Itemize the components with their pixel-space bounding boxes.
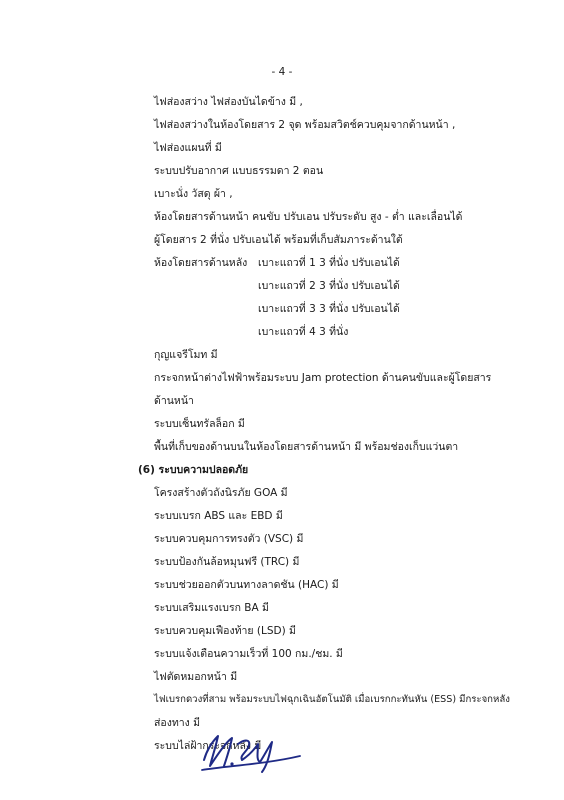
text-line: ระบบช่วยออกตัวบนทางลาดชัน (HAC) มี bbox=[154, 579, 339, 591]
text-line: เบาะนั่ง วัสดุ ผ้า , bbox=[154, 188, 233, 200]
text-line: ไฟส่องแผนที่ มี bbox=[154, 142, 222, 154]
text-line: ไฟตัดหมอกหน้า มี bbox=[154, 671, 238, 683]
seat-row-line: เบาะแถวที่ 4 3 ที่นั่ง bbox=[258, 326, 349, 338]
text-line: ระบบแจ้งเตือนความเร็วที่ 100 กม./ชม. มี bbox=[154, 648, 343, 660]
seat-row-line: เบาะแถวที่ 2 3 ที่นั่ง ปรับเอนได้ bbox=[258, 280, 400, 292]
text-line: ส่องทาง มี bbox=[154, 717, 201, 729]
page-number: - 4 - bbox=[271, 66, 293, 78]
text-line: ไฟเบรกดวงที่สาม พร้อมระบบไฟฉุกเฉินอัตโนมัติ เมื่อเบรกกะทันหัน (ESS) มีกระจกหลัง bbox=[154, 694, 510, 705]
text-line: ห้องโดยสารด้านหลัง bbox=[154, 257, 248, 269]
text-line: ระบบเบรก ABS และ EBD มี bbox=[154, 510, 283, 522]
text-line: ด้านหน้า bbox=[154, 395, 194, 407]
text-line: ระบบเซ็นทรัลล็อก มี bbox=[154, 418, 245, 430]
text-line: ระบบไล่ฝ้ากระจกหลัง มี bbox=[154, 740, 262, 752]
text-line: กระจกหน้าต่างไฟฟ้าพร้อมระบบ Jam protection ด้านคนขับและผู้โดยสาร bbox=[154, 372, 492, 384]
text-line: ระบบควบคุมการทรงตัว (VSC) มี bbox=[154, 533, 304, 545]
text-line: ระบบป้องกันล้อหมุนฟรี (TRC) มี bbox=[154, 556, 300, 568]
text-line: ผู้โดยสาร 2 ที่นั่ง ปรับเอนได้ พร้อมที่เก็บสัมภาระด้านใต้ bbox=[154, 234, 403, 246]
seat-row-line: เบาะแถวที่ 3 3 ที่นั่ง ปรับเอนได้ bbox=[258, 303, 400, 315]
text-line: ไฟส่องสว่าง ไฟส่องบันไดข้าง มี , bbox=[154, 96, 303, 108]
text-line: กุญแจรีโมท มี bbox=[154, 349, 218, 361]
section-heading: (6) ระบบความปลอดภัย bbox=[138, 464, 249, 476]
text-line: ห้องโดยสารด้านหน้า คนขับ ปรับเอน ปรับระดับ สูง - ต่ำ และเลื่อนได้ bbox=[154, 211, 463, 223]
text-line: โครงสร้างตัวถังนิรภัย GOA มี bbox=[154, 487, 288, 499]
text-line: ระบบควบคุมเฟืองท้าย (LSD) มี bbox=[154, 625, 296, 637]
signature-image bbox=[196, 726, 306, 776]
text-line: พื้นที่เก็บของด้านบนในห้องโดยสารด้านหน้า มี พร้อมช่องเก็บแว่นตา bbox=[154, 441, 459, 453]
text-line: ไฟส่องสว่างในห้องโดยสาร 2 จุด พร้อมสวิตช์ควบคุมจากด้านหน้า , bbox=[154, 119, 456, 131]
text-line: ระบบปรับอากาศ แบบธรรมดา 2 ตอน bbox=[154, 165, 324, 177]
seat-row-line: เบาะแถวที่ 1 3 ที่นั่ง ปรับเอนได้ bbox=[258, 257, 400, 269]
text-line: ระบบเสริมแรงเบรก BA มี bbox=[154, 602, 269, 614]
